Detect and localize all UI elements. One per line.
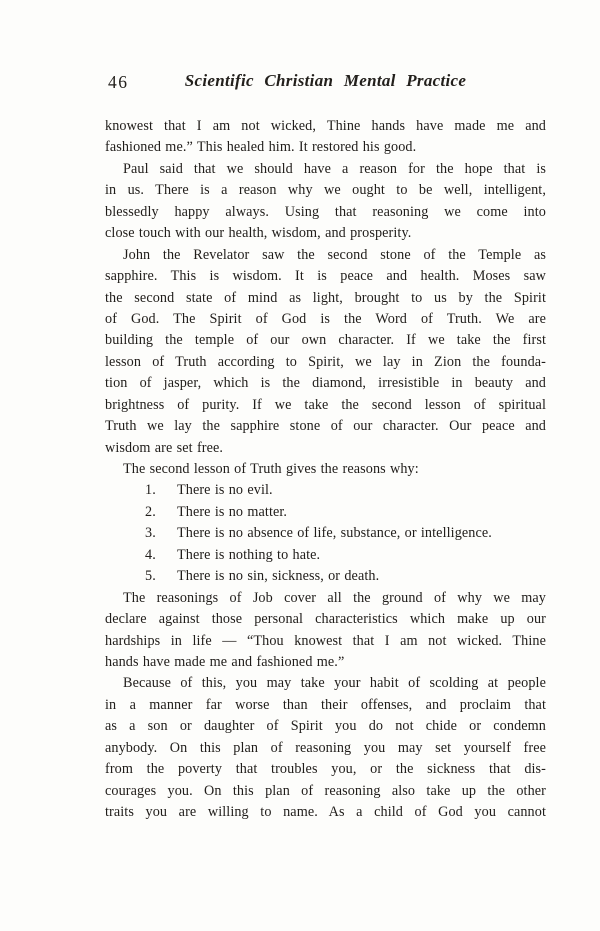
- body-line: hardships in life — “Thou knowest that I am not wicked. Thine: [105, 632, 546, 649]
- list-item-text: There is no absence of life, substance, or intelligence.: [177, 525, 492, 542]
- list-item: [105, 545, 546, 566]
- list-item-number: 3.: [145, 525, 156, 542]
- list-item-number: 5.: [145, 568, 156, 585]
- body-line: Truth we lay the sapphire stone of our character. Our peace and: [105, 418, 546, 435]
- list-item-text: There is no sin, sickness, or death.: [177, 568, 380, 585]
- body-line: The reasonings of Job cover all the ground of why we may: [123, 589, 546, 606]
- page-number: 46: [108, 72, 129, 92]
- body-line: from the poverty that troubles you, or the sickness that dis-: [105, 761, 546, 778]
- body-line: John the Revelator saw the second stone of the Temple as: [123, 246, 546, 263]
- list-item-text: There is no evil.: [177, 482, 273, 499]
- body-line: anybody. On this plan of reasoning you may set yourself free: [105, 739, 546, 756]
- list-item: [105, 523, 546, 544]
- body-line: courages you. On this plan of reasoning also take up the other: [105, 782, 546, 799]
- body-line: in a manner far worse than their offenses, and proclaim that: [105, 696, 546, 713]
- body-line: tion of jasper, which is the diamond, irresistible in beauty and: [105, 375, 546, 392]
- body-line: Because of this, you may take your habit of scolding at people: [123, 675, 546, 692]
- body-line: in us. There is a reason why we ought to be well, intelligent,: [105, 182, 546, 199]
- body-line: The second lesson of Truth gives the reasons why:: [123, 461, 419, 477]
- body-line: sapphire. This is wisdom. It is peace and health. Moses saw: [105, 268, 546, 285]
- body-line: declare against those personal characteristics which make up our: [105, 611, 546, 628]
- running-title: Scientific Christian Mental Practice: [184, 71, 467, 90]
- body-line: the second state of mind as light, brought to us by the Spirit: [105, 289, 546, 306]
- list-item: [105, 502, 546, 523]
- body-line: traits you are willing to name. As a child of God you cannot: [105, 804, 546, 820]
- list-item-number: 1.: [145, 482, 156, 499]
- list-item: [105, 480, 546, 501]
- body-line: building the temple of our own character. If we take the first: [105, 332, 546, 349]
- body-line: Paul said that we should have a reason for the hope that is: [123, 160, 546, 177]
- body-line: close touch with our health, wisdom, and prosperity.: [105, 225, 412, 242]
- body-line: brightness of purity. If we take the second lesson of spiritual: [105, 396, 546, 413]
- page-body: [105, 116, 546, 823]
- list-item-text: There is nothing to hate.: [177, 546, 321, 563]
- body-line: blessedly happy always. Using that reasoning we come into: [105, 203, 546, 220]
- body-line: lesson of Truth according to Spirit, we lay in Zion the founda-: [105, 353, 546, 370]
- body-line: wisdom are set free.: [105, 439, 224, 456]
- body-line: as a son or daughter of Spirit you do not chide or condemn: [105, 718, 546, 735]
- list-item-number: 2.: [145, 503, 156, 520]
- page-header: [105, 71, 546, 95]
- body-line: of God. The Spirit of God is the Word of Truth. We are: [105, 310, 546, 327]
- body-line: fashioned me.” This healed him. It restored his good.: [105, 139, 417, 156]
- body-line: hands have made me and fashioned me.”: [105, 653, 345, 670]
- body-line: knowest that I am not wicked, Thine hands have made me and: [105, 118, 546, 134]
- list-item-number: 4.: [145, 546, 156, 563]
- list-item: [105, 566, 546, 587]
- list-item-text: There is no matter.: [177, 503, 288, 520]
